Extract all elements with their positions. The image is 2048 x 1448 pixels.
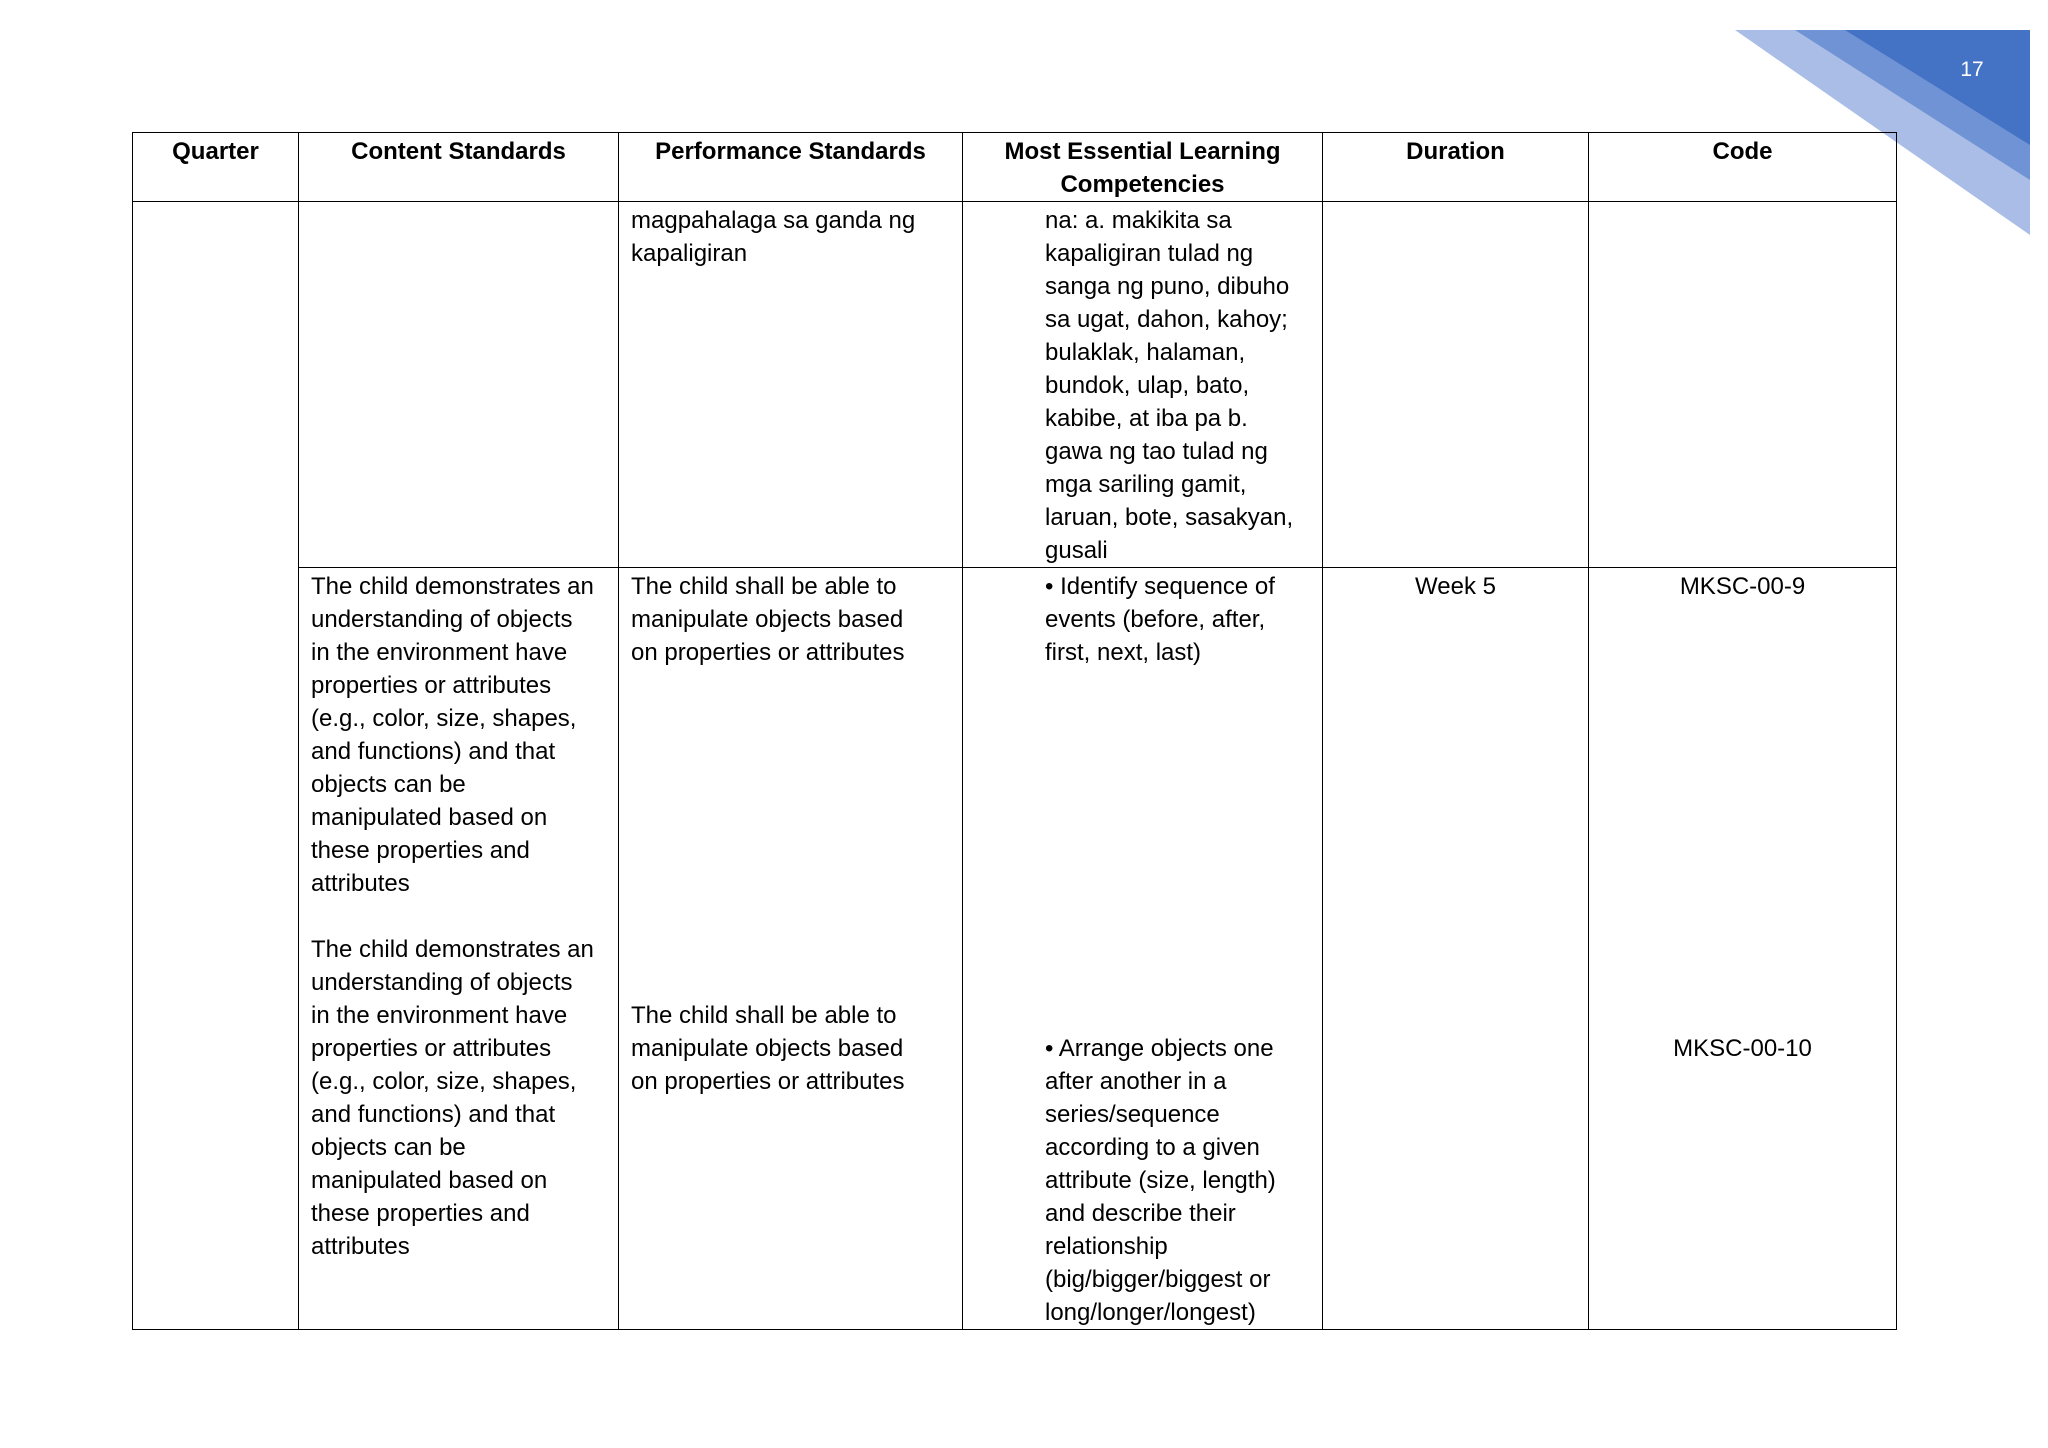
header-code: Code [1589, 133, 1897, 202]
cell-duration [1323, 202, 1589, 568]
table-row [133, 568, 1897, 1330]
cell-content-standards [299, 568, 619, 1330]
cell-quarter [133, 202, 299, 1330]
cell-code [1589, 568, 1897, 1330]
cell-content-standards [299, 202, 619, 568]
header-performance-standards: Performance Standards [619, 133, 963, 202]
header-quarter: Quarter [133, 133, 299, 202]
page-number: 17 [1960, 58, 1984, 81]
cell-competencies [963, 568, 1323, 1330]
table-header-row [133, 133, 1897, 202]
performance-standard-text: The child shall be able to manipulate objects based on properties or attributes [631, 1002, 905, 1095]
header-competencies: Most Essential Learning Competencies [963, 133, 1323, 202]
content-standard-text: The child demonstrates an understanding of objects in the environment have properties or attributes (e.g., color, size, shapes, and functions) and that objects can be manipulated based on these properties and attributes [311, 573, 594, 897]
header-content-standards: Content Standards [299, 133, 619, 202]
cell-duration: Week 5 [1323, 568, 1589, 1330]
code-text: MKSC-00-10 [1673, 1035, 1812, 1062]
curriculum-table [132, 132, 1897, 1330]
cell-performance-standards [619, 568, 963, 1330]
cell-performance-standards: magpahalaga sa ganda ng kapaligiran [619, 202, 963, 568]
performance-standard-text: The child shall be able to manipulate objects based on properties or attributes [631, 573, 905, 666]
content-standard-text: The child demonstrates an understanding of objects in the environment have properties or attributes (e.g., color, size, shapes, and functions) and that objects can be manipulated based on these properties and attributes [311, 936, 594, 1260]
competency-text: • Identify sequence of events (before, after, first, next, last) [1045, 573, 1275, 666]
code-text: MKSC-00-9 [1679, 573, 1806, 600]
cell-competencies: na: a. makikita sa kapaligiran tulad ng sanga ng puno, dibuho sa ugat, dahon, kahoy; bulaklak, halaman, bundok, ulap, bato, kabibe, at iba pa b. gawa ng tao tulad ng mga sariling gamit, laruan, bote, sasakyan, gusali [963, 202, 1323, 568]
cell-code [1589, 202, 1897, 568]
table-row [133, 202, 1897, 568]
header-duration: Duration [1323, 133, 1589, 202]
competency-text: • Arrange objects one after another in a series/sequence according to a given attribute (size, length) and describe their relationship (big/bigger/biggest or long/longer/longest) [1045, 1035, 1276, 1326]
